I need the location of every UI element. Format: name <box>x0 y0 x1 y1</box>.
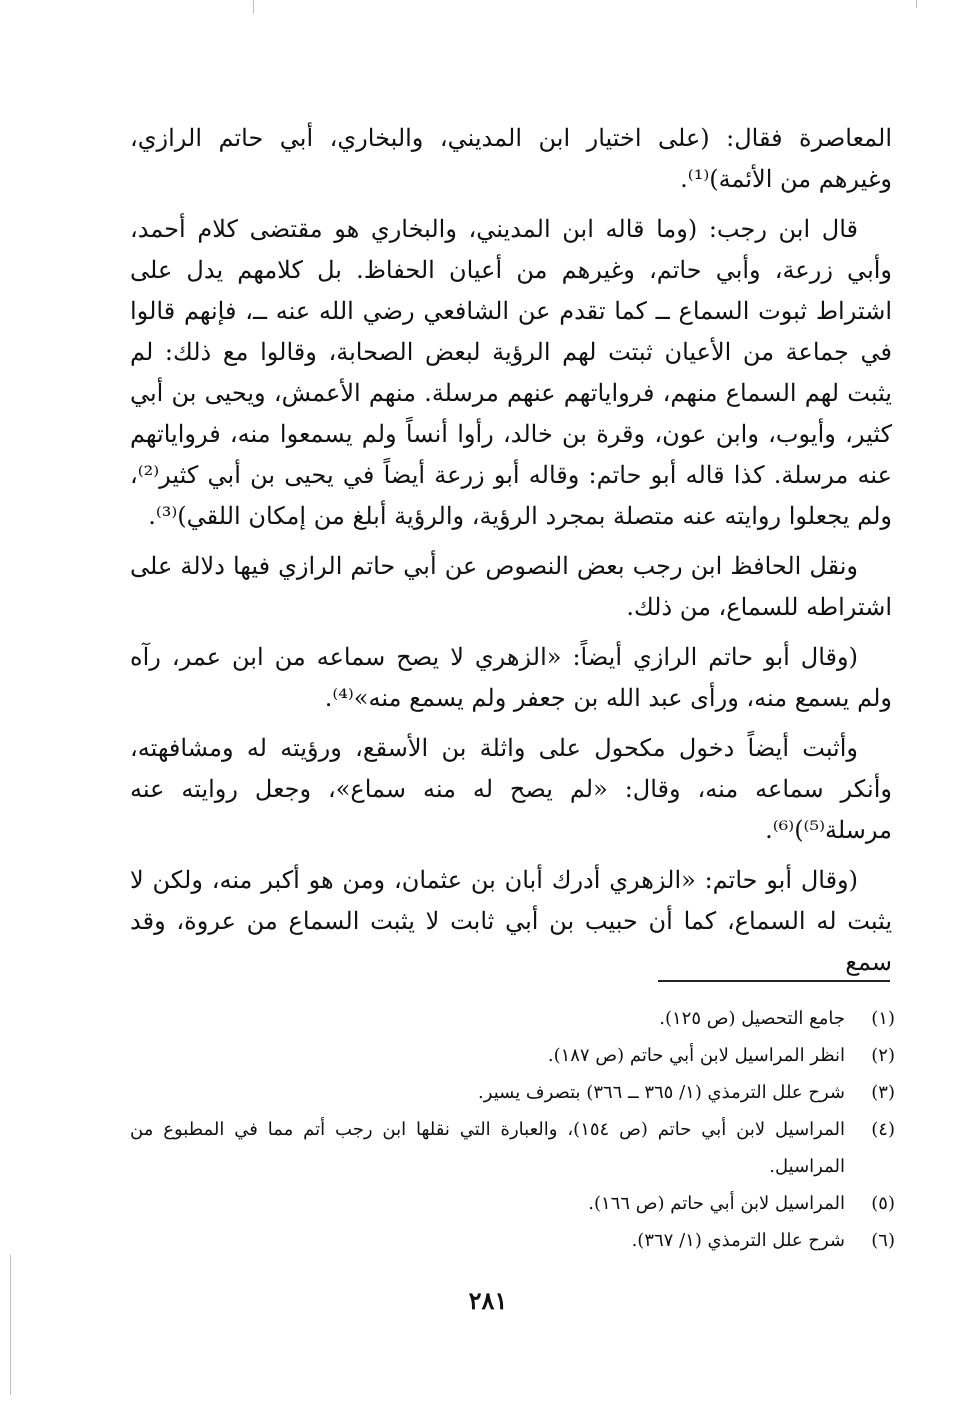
footnote-text: شرح علل الترمذي (١/ ٣٦٧). <box>631 1230 845 1251</box>
scan-edge-mark-top <box>253 0 254 14</box>
paragraph-4: (وقال أبو حاتم الرازي أيضاً: «الزهري لا يصح سماعه من ابن عمر، رآه ولم يسمع منه، ورأى عبد الله بن جعفر ولم يسمع منه»⁽⁴⁾. <box>130 643 892 712</box>
scan-edge-mark-top-right <box>916 0 917 8</box>
footnote-1 <box>130 1000 895 1037</box>
footnote-number: (٦) <box>871 1230 895 1251</box>
footnote-number: (٢) <box>871 1045 895 1066</box>
footnote-text: انظر المراسيل لابن أبي حاتم (ص ١٨٧). <box>547 1045 845 1066</box>
footnote-separator <box>658 980 890 982</box>
body-text <box>130 118 892 992</box>
paragraph-5: وأثبت أيضاً دخول مكحول على واثلة بن الأسقع، ورؤيته له ومشافهته، وأنكر سماعه منه، وقال: «لم يصح له منه سماع»، وجعل روايته عنه مرسلة⁽⁵⁾)⁽⁶⁾. <box>130 734 892 844</box>
footnote-text: المراسيل لابن أبي حاتم (ص ١٥٤)، والعبارة التي نقلها ابن رجب أتم مما في المطبوع من المراسيل. <box>130 1119 845 1177</box>
footnote-number: (٣) <box>871 1082 895 1103</box>
paragraph-3: ونقل الحافظ ابن رجب بعض النصوص عن أبي حاتم الرازي فيها دلالة على اشتراطه للسماع، من ذلك. <box>130 552 892 621</box>
footnote-3 <box>130 1074 895 1111</box>
footnote-5 <box>130 1185 895 1222</box>
footnote-2 <box>130 1037 895 1074</box>
footnote-number: (٤) <box>871 1119 895 1140</box>
scan-edge-mark-left <box>10 1255 11 1395</box>
footnote-4 <box>130 1111 895 1185</box>
footnote-text: شرح علل الترمذي (١/ ٣٦٥ ــ ٣٦٦) بتصرف يسير. <box>478 1082 845 1103</box>
footnote-text: جامع التحصيل (ص ١٢٥). <box>659 1008 845 1029</box>
footnote-text: المراسيل لابن أبي حاتم (ص ١٦٦). <box>588 1193 845 1214</box>
paragraph-1: المعاصرة فقال: (على اختيار ابن المديني، والبخاري، أبي حاتم الرازي، وغيرهم من الأئمة)⁽¹⁾. <box>130 124 892 193</box>
page-number: ٢٨١ <box>468 1286 508 1315</box>
footnote-number: (٥) <box>871 1193 895 1214</box>
footnote-6 <box>130 1222 895 1259</box>
paragraph-2: قال ابن رجب: (وما قاله ابن المديني، والبخاري هو مقتضى كلام أحمد، وأبي زرعة، وأبي حاتم، وغيرهم من أعيان الحفاظ. بل كلامهم يدل على اشتراط ثبوت السماع ــ كما تقدم عن الشافعي رضي الله عنه ــ، فإنهم قالوا في جماعة من الأعيان ثبتت لهم الرؤية لبعض الصحابة، وقالوا مع ذلك: لم يثبت لهم السماع منهم، فرواياتهم عنهم مرسلة. منهم الأعمش، ويحيى بن أبي كثير، وأيوب، وابن عون، وقرة بن خالد، رأوا أنساً ولم يسمعوا منه، فرواياتهم عنه مرسلة. كذا قاله أبو حاتم: وقاله أبو زرعة أيضاً في يحيى بن أبي كثير⁽²⁾، ولم يجعلوا روايته عنه متصلة بمجرد الرؤية، والرؤية أبلغ من إمكان اللقي)⁽³⁾. <box>130 215 893 530</box>
paragraph-6: (وقال أبو حاتم: «الزهري أدرك أبان بن عثمان، ومن هو أكبر منه، ولكن لا يثبت له السماع، كما أن حبيب بن أبي ثابت لا يثبت السماع من عروة، وقد سمع <box>130 866 892 976</box>
footnotes <box>130 1000 895 1259</box>
footnote-number: (١) <box>871 1008 895 1029</box>
